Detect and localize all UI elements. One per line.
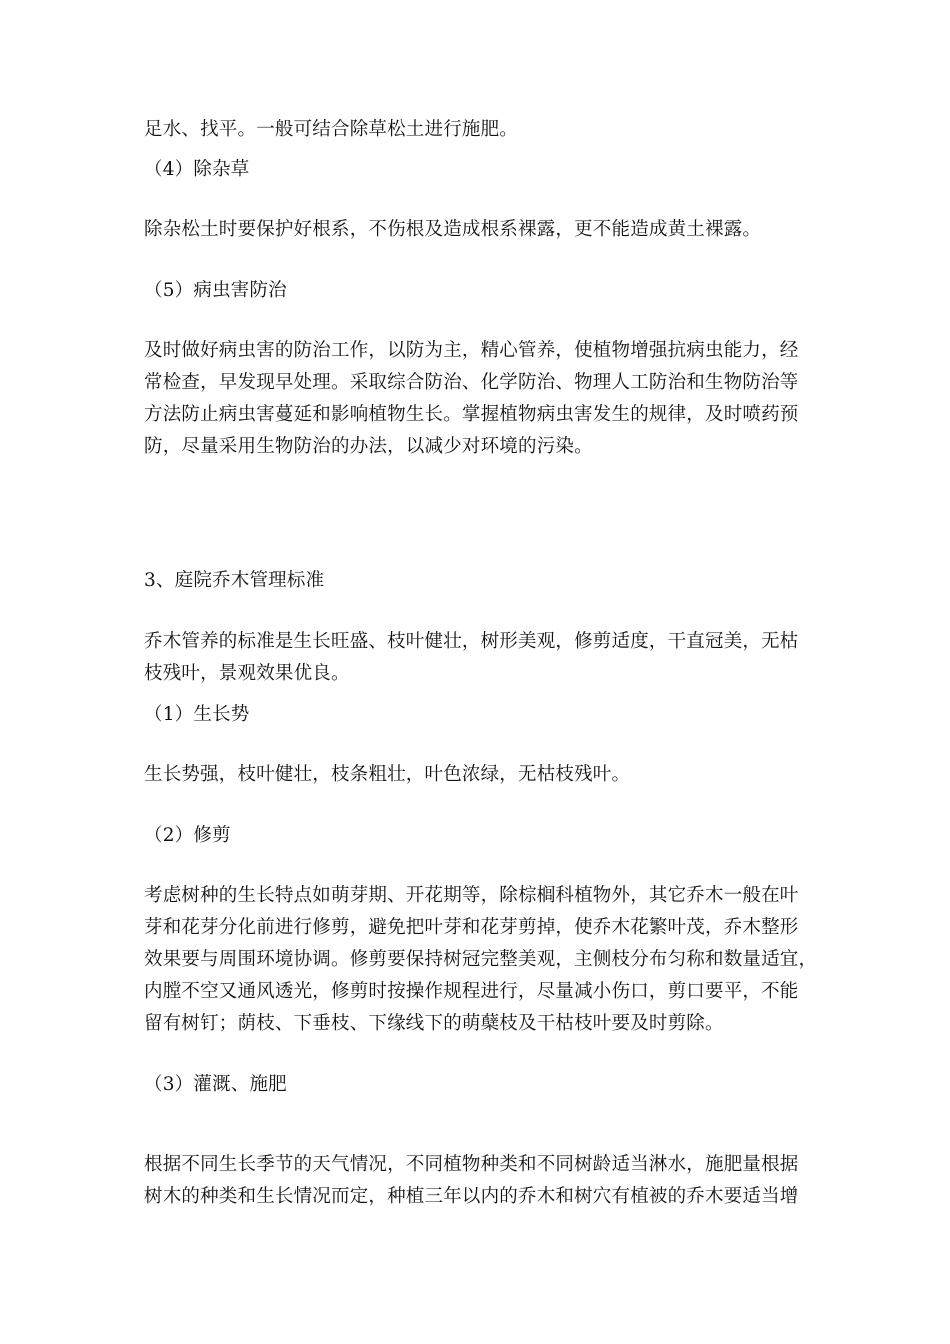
chapter-heading: 3、庭院乔木管理标准: [144, 570, 325, 591]
section-heading: （3）灌溉、施肥: [144, 1074, 287, 1095]
paragraph-line: 留有树钉；荫枝、下垂枝、下缘线下的萌蘖枝及干枯枝叶要及时剪除。: [144, 1013, 724, 1034]
paragraph-line: 效果要与周围环境协调。修剪要保持树冠完整美观，主侧枝分布匀称和数量适宜，: [144, 949, 818, 970]
paragraph-line: 生长势强，枝叶健壮，枝条粗壮，叶色浓绿，无枯枝残叶。: [144, 764, 631, 785]
section-heading: （5）病虫害防治: [144, 280, 287, 301]
paragraph-line: 常检查，早发现早处理。采取综合防治、化学防治、物理人工防治和生物防治等: [144, 372, 799, 393]
paragraph-line: 防，尽量采用生物防治的办法，以减少对环境的污染。: [144, 436, 593, 457]
paragraph-line: 除杂松土时要保护好根系，不伤根及造成根系裸露，更不能造成黄土裸露。: [144, 219, 762, 240]
section-heading: （1）生长势: [144, 704, 250, 725]
paragraph-line: 乔木管养的标准是生长旺盛、枝叶健壮，树形美观，修剪适度，干直冠美，无枯: [144, 631, 799, 652]
paragraph-line: 芽和花芽分化前进行修剪，避免把叶芽和花芽剪掉，使乔木花繁叶茂，乔木整形: [144, 917, 799, 938]
paragraph-line: 内膛不空又通风透光，修剪时按操作规程进行，尽量减小伤口，剪口要平，不能: [144, 981, 799, 1002]
section-heading: （4）除杂草: [144, 159, 250, 180]
paragraph-line: 足水、找平。一般可结合除草松土进行施肥。: [144, 119, 519, 140]
paragraph-line: 树木的种类和生长情况而定，种植三年以内的乔木和树穴有植被的乔木要适当增: [144, 1186, 799, 1207]
section-heading: （2）修剪: [144, 825, 231, 846]
paragraph-line: 方法防止病虫害蔓延和影响植物生长。掌握植物病虫害发生的规律，及时喷药预: [144, 404, 799, 425]
paragraph-line: 根据不同生长季节的天气情况，不同植物种类和不同树龄适当淋水，施肥量根据: [144, 1154, 799, 1175]
paragraph-line: 考虑树种的生长特点如萌芽期、开花期等，除棕榈科植物外，其它乔木一般在叶: [144, 885, 799, 906]
paragraph-line: 及时做好病虫害的防治工作，以防为主，精心管养，使植物增强抗病虫能力，经: [144, 340, 799, 361]
paragraph-line: 枝残叶，景观效果优良。: [144, 663, 350, 684]
